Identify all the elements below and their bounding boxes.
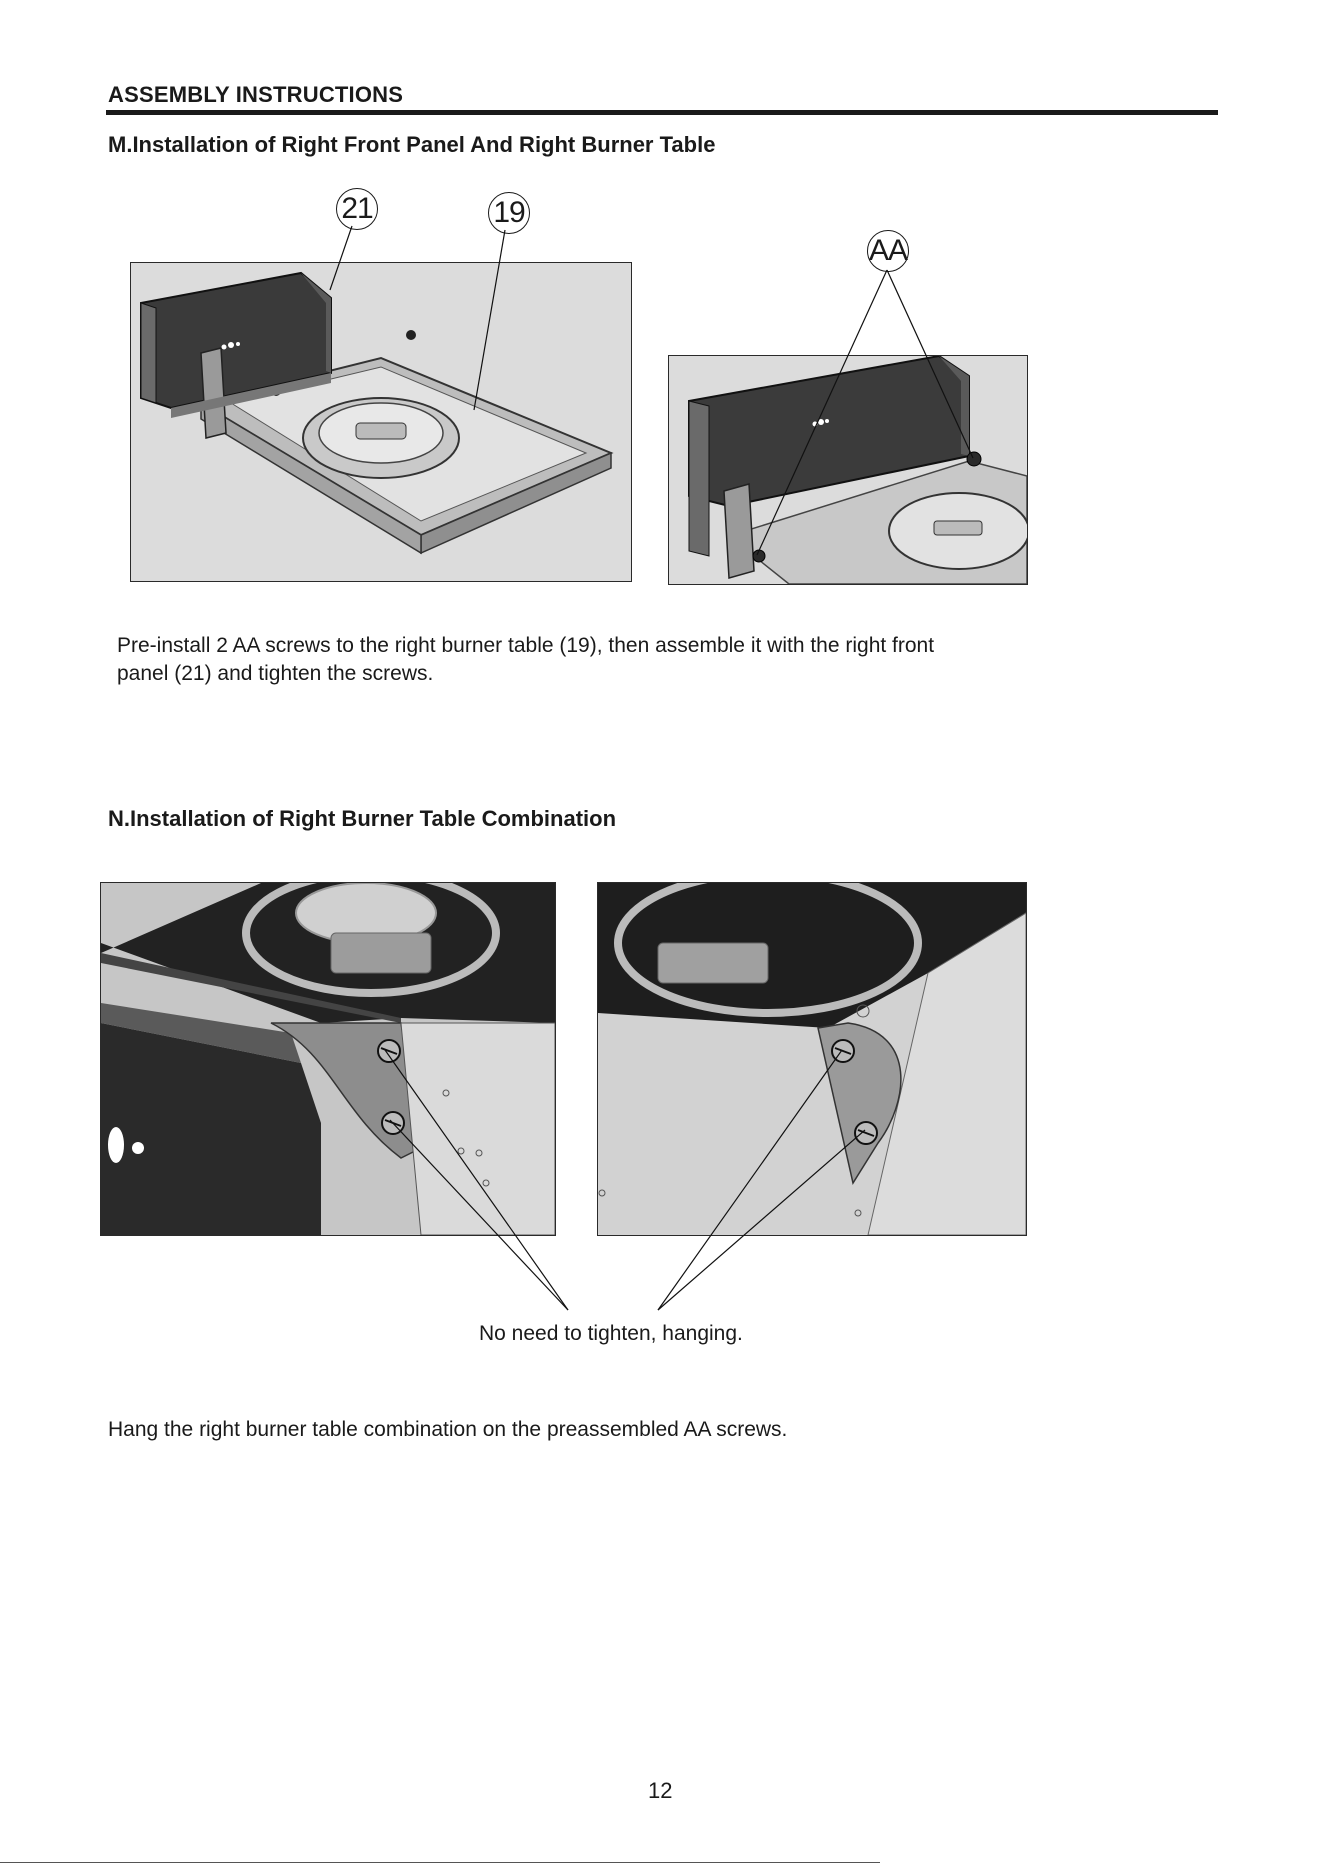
figure-burner-table-assembly (130, 262, 632, 582)
section-n-instruction: Hang the right burner table combination on the preassembled AA screws. (108, 1418, 788, 1441)
header-rule (106, 110, 1218, 115)
callout-part-21: 21 (336, 188, 378, 230)
figure-hanging-right-view (597, 882, 1027, 1236)
callout-screw-aa: AA (867, 230, 909, 272)
section-m-instruction-line1: Pre-install 2 AA screws to the right burner table (19), then assemble it with the right front (117, 634, 935, 657)
section-m-title: M.Installation of Right Front Panel And Right Burner Table (108, 132, 716, 157)
callout-part-19: 19 (488, 192, 530, 234)
page-number: 12 (648, 1778, 673, 1803)
figure-caption-hanging: No need to tighten, hanging. (479, 1322, 743, 1345)
section-n-title: N.Installation of Right Burner Table Combination (108, 806, 617, 831)
figure-aa-screw-closeup (668, 355, 1028, 585)
figure-hanging-left-view (100, 882, 556, 1236)
section-m-instruction-line2: panel (21) and tighten the screws. (117, 662, 434, 685)
page-header-title: ASSEMBLY INSTRUCTIONS (108, 82, 404, 107)
footer-rule (0, 1862, 880, 1863)
